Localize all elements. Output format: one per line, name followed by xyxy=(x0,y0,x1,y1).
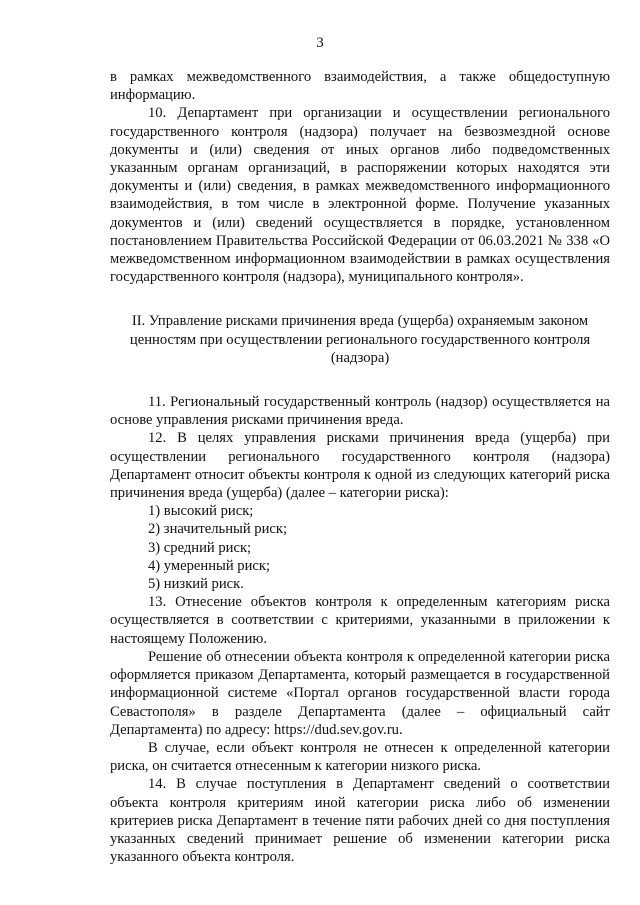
section-heading-line-3: (надзора) xyxy=(330,349,390,366)
paragraph-13-decision: Решение об отнесении объекта контроля к определенной категории риска оформляется приказом Департамента, который размещается в государственной информационной системе «Портал органов государственной власти города Севастополя» в разделе Департамента (далее – официальный сайт Департамента) по адресу: https://dud.sev.gov.ru. xyxy=(110,648,610,738)
risk-list-item-low: 5) низкий риск. xyxy=(148,576,244,593)
section-heading xyxy=(110,312,610,367)
paragraph-intro-continuation: в рамках межведомственного взаимодействия, а также общедоступную информацию. xyxy=(110,69,610,104)
section-heading-line-2: ценностям при осуществлении регионального государственного контроля xyxy=(129,331,591,348)
risk-list-item-moderate: 4) умеренный риск; xyxy=(148,557,271,574)
paragraph-11: 11. Региональный государственный контроль (надзор) осуществляется на основе управления рисками причинения вреда. xyxy=(110,394,610,429)
paragraph-10: 10. Департамент при организации и осуществлении регионального государственного контроля (надзора) получает на безвозмездной основе документы и (или) сведения от иных органов либо подведомственных указанным органам организаций, в распоряжении которых находятся эти документы и (или) сведения, в рамках межведомственного информационного взаимодействия, в том числе в электронной форме. Получение указанных документов и (или) сведений осуществляется в порядке, установленном постановлением Правительства Российской Федерации от 06.03.2021 № 338 «О межведомственном информационном взаимодействии в рамках осуществления государственного контроля (надзора), муниципального контроля». xyxy=(110,105,610,286)
section-heading-line-1: II. Управление рисками причинения вреда (ущерба) охраняемым законом xyxy=(131,313,589,330)
document-body xyxy=(110,68,610,866)
paragraph-12: 12. В целях управления рисками причинения вреда (ущерба) при осуществлении регионального государственного контроля (надзора) Департамент относит объекты контроля к одной из следующих категорий риска причинения вреда (ущерба) (далее – категории риска): xyxy=(110,430,610,502)
risk-list-item-medium: 3) средний риск; xyxy=(148,539,252,556)
risk-list-item-significant: 2) значительный риск; xyxy=(148,521,288,538)
paragraph-13-default-category: В случае, если объект контроля не отнесен к определенной категории риска, он считается отнесенным к категории низкого риска. xyxy=(110,739,610,775)
paragraph-13: 13. Отнесение объектов контроля к определенным категориям риска осуществляется в соответствии с критериями, указанными в приложении к настоящему Положению. xyxy=(110,594,610,647)
paragraph-14: 14. В случае поступления в Департамент сведений о соответствии объекта контроля критериям иной категории риска либо об изменении критериев риска Департамент в течение пяти рабочих дней со дня поступления указанных сведений принимает решение об изменении категории риска указанного объекта контроля. xyxy=(110,776,610,866)
page-number: 3 xyxy=(316,35,324,51)
risk-list-item-high: 1) высокий риск; xyxy=(148,503,254,520)
